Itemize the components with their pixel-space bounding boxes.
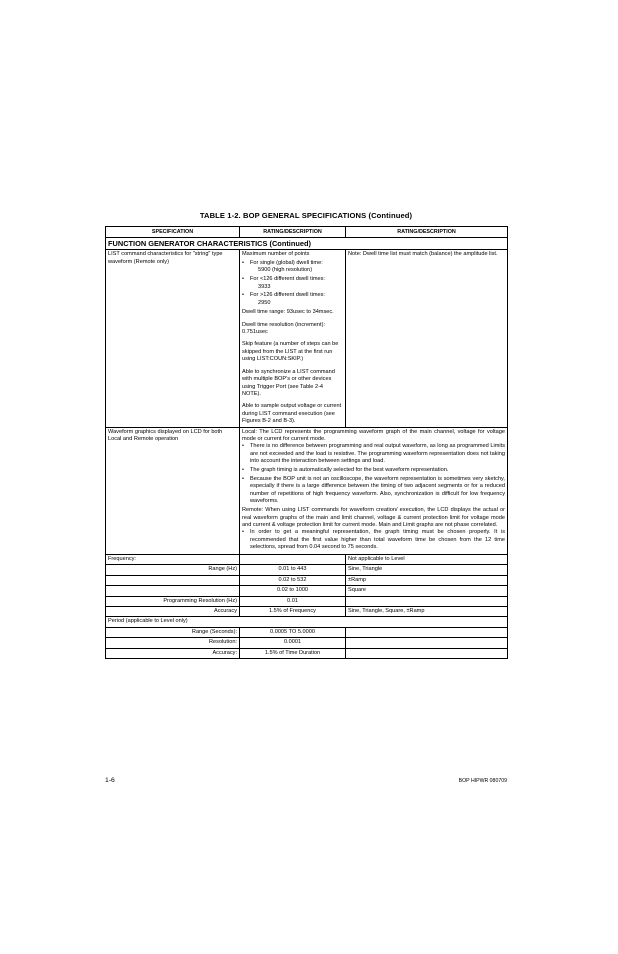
header-row <box>106 227 508 238</box>
document-id: BOP HIPWR 080709 <box>458 778 507 784</box>
table-row <box>106 617 508 627</box>
list-spec: LIST command characteristics for "string" type waveform (Remote only) <box>106 250 240 427</box>
table-row <box>106 427 508 555</box>
table-row <box>106 586 508 596</box>
local-text: Local: The LCD represents the programming waveform graph of the main channel, voltage for voltage mode or current for current mode. <box>242 428 505 442</box>
table-row <box>106 638 508 648</box>
remote-bullets <box>242 529 505 551</box>
table-title: TABLE 1-2. BOP GENERAL SPECIFICATIONS (Continued) <box>199 211 413 220</box>
period-range-label: Range (Seconds): <box>106 627 240 637</box>
accuracy-label: Accuracy <box>106 607 240 617</box>
list-item: • There is no difference between programming and real output waveform, as long as programmed Limits are not exceeded and the load is resistive. The programming waveform representation does not taking into account the interaction between settings and load. <box>242 443 505 465</box>
range-value: 0.02 to 1000 <box>240 586 346 596</box>
bullet-value: 2950 <box>258 299 271 306</box>
period-resolution-label: Resolution: <box>106 638 240 648</box>
points-list <box>242 260 343 307</box>
list-intro: Maximum number of points <box>242 251 310 258</box>
frequency-label: Frequency: <box>106 555 240 565</box>
empty-cell <box>346 648 508 658</box>
range-desc: ±Ramp <box>346 575 508 585</box>
sample-feature: Able to sample output voltage or current during LIST command execution (see Figures B-2 and B-3). <box>242 403 342 425</box>
resolution-value: 0.01 <box>240 596 346 606</box>
empty-cell <box>346 638 508 648</box>
table-row <box>106 575 508 585</box>
accuracy-value: 1.5% of Frequency <box>240 607 346 617</box>
waveform-spec: Waveform graphics displayed on LCD for both Local and Remote operation <box>106 427 240 555</box>
list-item: • Because the BOP unit is not an oscilloscope, the waveform representation is sometimes very sketchy, especially if there is a large difference between the timing of two adjacent segments or for a reduced number of repetitions of high frequency waveform. Also, synchronization is difficult for low frequency waveforms. <box>242 476 505 506</box>
list-item <box>242 292 343 307</box>
empty-cell <box>106 586 240 596</box>
table-row <box>106 250 508 427</box>
local-bullets <box>242 443 505 505</box>
frequency-note: Not applicable to Level <box>346 555 508 565</box>
period-resolution-value: 0.0001 <box>240 638 346 648</box>
period-label: Period (applicable to Level only) <box>106 617 508 627</box>
bullet-value: 3933 <box>258 283 271 290</box>
section-row <box>106 238 508 250</box>
bullet-text: • For single (global) dwell time: <box>250 259 323 266</box>
table-row <box>106 555 508 565</box>
header-specification: SPECIFICATION <box>106 227 240 238</box>
empty-cell <box>346 596 508 606</box>
range-value: 0.01 to 443 <box>240 565 346 575</box>
period-accuracy-label: Accuracy: <box>106 648 240 658</box>
period-range-value: 0.0005 TO 5.0000 <box>240 627 346 637</box>
list-description <box>240 250 346 427</box>
skip-feature: Skip feature (a number of steps can be skipped from the LIST at the first run using LIST:COUN:SKIP.) <box>242 341 339 363</box>
dwell-resolution: Dwell time resolution (increment): 0.751usec <box>242 321 325 336</box>
empty-cell <box>106 575 240 585</box>
section-title: FUNCTION GENERATOR CHARACTERISTICS (Continued) <box>106 238 508 250</box>
header-rating-1: RATING/DESCRIPTION <box>240 227 346 238</box>
list-item <box>242 260 343 275</box>
range-value: 0.02 to 532 <box>240 575 346 585</box>
empty-cell <box>346 627 508 637</box>
period-accuracy-value: 1.5% of Time Duration <box>240 648 346 658</box>
table-row <box>106 607 508 617</box>
list-item: • The graph timing is automatically selected for the best waveform representation. <box>242 467 505 474</box>
sync-feature: Able to synchronize a LIST command with multiple BOP's or other devices using Trigger Port (see Table 2-4 NOTE). <box>242 368 335 397</box>
range-label: Range (Hz) <box>106 565 240 575</box>
bullet-value: 5900 (high resolution) <box>258 267 313 274</box>
list-item: • In order to get a meaningful representation, the graph timing must be chosen properly. It is recommended that the first value higher than total waveform time be chosen from the 12 time selections, spread from 0.04 second to 75 seconds. <box>242 529 505 551</box>
table-row <box>106 648 508 658</box>
table-row <box>106 596 508 606</box>
header-rating-2: RATING/DESCRIPTION <box>346 227 508 238</box>
range-desc: Square <box>346 586 508 596</box>
accuracy-desc: Sine, Triangle, Square, ±Ramp <box>346 607 508 617</box>
range-desc: Sine, Triangle <box>346 565 508 575</box>
remote-text: Remote: When using LIST commands for waveform creation/ execution, the LCD displays the actual or real waveform graphs of the main and limit channel, voltage & current protection limit for voltage mode and current & voltage protection limit for current mode. Main and Limit graphs are not phase correlated. <box>242 507 505 528</box>
page-number: 1-6 <box>105 777 115 784</box>
table-row <box>106 627 508 637</box>
resolution-label: Programming Resolution (Hz) <box>106 596 240 606</box>
list-item <box>242 276 343 291</box>
bullet-text: • For >126 different dwell times: <box>250 292 325 299</box>
list-note: Note: Dwell time list must match (balance) the amplitude list. <box>346 250 508 427</box>
empty-cell <box>240 555 346 565</box>
specifications-table <box>105 226 508 659</box>
table-row <box>106 565 508 575</box>
bullet-text: • For <126 different dwell times: <box>250 276 325 283</box>
waveform-description <box>240 427 508 555</box>
dwell-range: Dwell time range: 93usec to 34msec. <box>242 309 334 316</box>
